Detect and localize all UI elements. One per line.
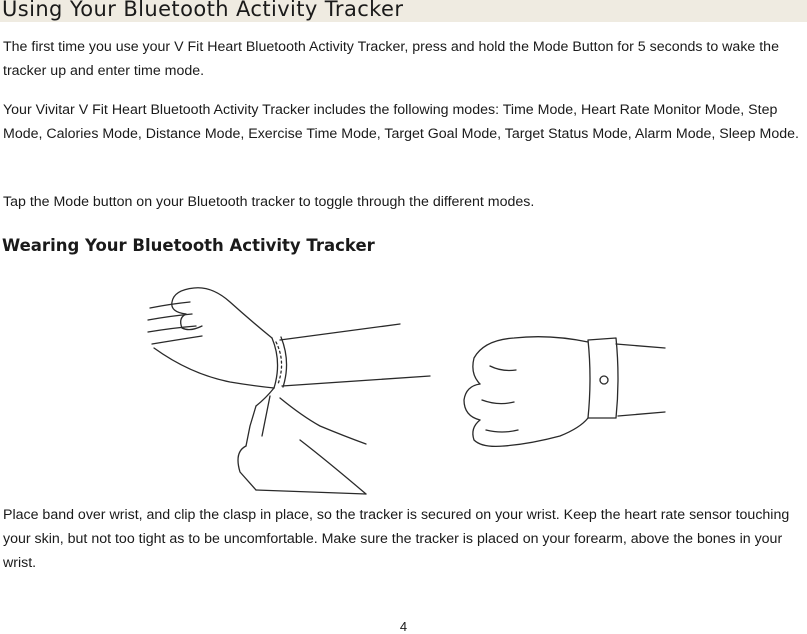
intro-paragraph-1: The first time you use your V Fit Heart Bluetooth Activity Tracker, press and hold the Mode Button for 5 seconds to wake the tracker up and enter time mode. (3, 39, 779, 79)
title-bar (0, 0, 807, 22)
page-title: Using Your Bluetooth Activity Tracker (2, 0, 404, 21)
section-heading: Wearing Your Bluetooth Activity Tracker (2, 236, 375, 255)
intro-paragraph-2: Your Vivitar V Fit Heart Bluetooth Activity Tracker includes the following modes: Time Mode, Heart Rate Monitor Mode, Step Mode, Calories Mode, Distance Mode, Exercise Time Mode, Target Goal Mode, Target Status Mode, Alarm Mode, Sleep Mode. (3, 102, 799, 142)
intro-paragraph-3: Tap the Mode button on your Bluetooth tracker to toggle through the different modes. (3, 194, 535, 210)
page-number: 4 (399, 619, 408, 634)
wearing-instructions: Place band over wrist, and clip the clasp in place, so the tracker is secured on your wrist. Keep the heart rate sensor touching your skin, but not too tight as to be uncomfortable. Make sure the tracker is placed on your forearm, above the bones in your wrist. (3, 507, 790, 571)
hands-fastening-band-icon (148, 288, 430, 494)
wrist-wearing-tracker-icon (464, 337, 665, 447)
wearing-illustration (130, 276, 675, 498)
